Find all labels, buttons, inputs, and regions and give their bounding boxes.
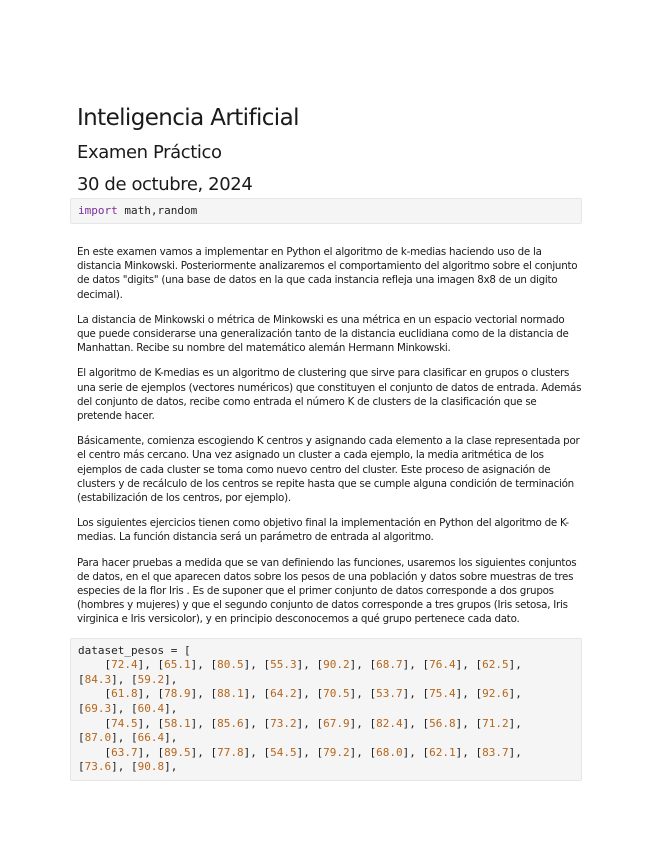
objective-paragraph: Los siguientes ejercicios tienen como objetivo final la implementación en Python del algoritmo de K-medias. La función distancia será un parámetro de entrada al algoritmo.	[77, 517, 569, 544]
dataset-value: 80.5	[217, 658, 244, 672]
dataset-value: 65.1	[164, 658, 191, 672]
dataset-value: 89.5	[164, 745, 191, 759]
kmeans-paragraph: El algoritmo de K-medias es un algoritmo de clustering que sirve para clasificar en grupos o clusters una serie de ejemplos (vectores numéricos) que constituyen el conjunto de datos de entrada. Además del conjunto de datos, recibe como entrada el número K de clusters de la clasificación que se pretende hacer.	[77, 367, 582, 423]
dataset-value: 66.4	[137, 731, 165, 745]
dataset-code-line: [72.4], [65.1], [80.5], [55.3], [90.2], [68.7], [76.4], [62.5],	[104, 658, 529, 672]
dataset-value: 64.2	[270, 687, 297, 701]
page-subtitle: Examen Práctico	[77, 142, 222, 163]
dataset-value: 55.3	[270, 658, 297, 672]
dataset-rows	[78, 658, 575, 775]
notebook-page	[77, 102, 584, 781]
dataset-value: 73.6	[84, 760, 112, 774]
dataset-value: 70.5	[323, 687, 350, 701]
dataset-value: 90.2	[323, 658, 350, 672]
dataset-value: 60.4	[137, 702, 165, 716]
dataset-value: 56.8	[429, 716, 456, 730]
dataset-value: 72.4	[111, 658, 138, 672]
dataset-code-line: [63.7], [89.5], [77.8], [54.5], [79.2], [68.0], [62.1], [83.7],	[104, 745, 529, 759]
dataset-value: 88.1	[217, 687, 244, 701]
dataset-value: 75.4	[429, 687, 456, 701]
dataset-value: 69.3	[84, 702, 112, 716]
dataset-value: 82.4	[376, 716, 403, 730]
dataset-code-cell[interactable]	[70, 638, 582, 781]
dataset-code-line: [84.3], [59.2],	[78, 672, 184, 686]
dataset-value: 77.8	[217, 745, 244, 759]
dataset-value: 68.7	[376, 658, 403, 672]
dataset-value: 68.0	[376, 745, 403, 759]
method-paragraph: Básicamente, comienza escogiendo K centros y asignando cada elemento a la clase representada por el centro más cercano. Una vez asignado un cluster a cada ejemplo, la media aritmética de los ejemplos de cada cluster se toma como nuevo centro del cluster. Este proceso de asignación de clusters y de recálculo de los centros se repite hasta que se cumple alguna condición de terminación (estabilización de los centros, por ejemplo).	[77, 435, 580, 505]
datasets-paragraph: Para hacer pruebas a medida que se van definiendo las funciones, usaremos los siguientes conjuntos de datos, en el que aparecen datos sobre los pesos de una población y datos sobre muestras de tres especies de la flor Iris . Es de suponer que el primer conjunto de datos corresponde a dos grupos (hombres y mujeres) y que el segundo conjunto de datos corresponde a tres grupos (Iris setosa, Iris virginica e Iris versicolor), y en principio desconocemos a qué grupo pertenece cada dato.	[77, 556, 577, 626]
dataset-code-line: [61.8], [78.9], [88.1], [64.2], [70.5], [53.7], [75.4], [92.6],	[104, 687, 529, 701]
dataset-value: 58.1	[164, 716, 191, 730]
dataset-value: 79.2	[323, 745, 350, 759]
dataset-value: 76.4	[429, 658, 456, 672]
import-modules: math,random	[117, 204, 198, 217]
dataset-value: 87.0	[84, 731, 112, 745]
dataset-value: 71.2	[482, 716, 509, 730]
import-keyword: import	[78, 204, 118, 217]
minkowski-paragraph: La distancia de Minkowski o métrica de Minkowski es una métrica en un espacio vectorial normado que puede considerarse una generalización tanto de la distancia euclidiana como de la distancia de Manhattan. Recibe su nombre del matemático alemán Hermann Minkowski.	[77, 313, 569, 355]
dataset-value: 85.6	[217, 716, 244, 730]
dataset-value: 61.8	[111, 687, 138, 701]
dataset-code-line: [74.5], [58.1], [85.6], [73.2], [67.9], [82.4], [56.8], [71.2],	[104, 716, 529, 730]
dataset-value: 62.1	[429, 745, 456, 759]
dataset-value: 54.5	[270, 745, 297, 759]
dataset-value: 53.7	[376, 687, 403, 701]
dataset-value: 84.3	[84, 672, 112, 686]
dataset-value: 90.8	[137, 760, 165, 774]
intro-paragraph: En este examen vamos a implementar en Python el algoritmo de k-medias haciendo uso de la distancia Minkowski. Posteriormente analizaremos el comportamiento del algoritmo sobre el conjunto de datos "digits" (una base de datos en la que cada instancia refleja una imagen 8x8 de un digito decimal).	[77, 246, 578, 301]
page-title: Inteligencia Artificial	[77, 105, 299, 131]
dataset-code-line: [73.6], [90.8],	[78, 760, 184, 774]
dataset-value: 74.5	[111, 716, 138, 730]
dataset-code-line: [69.3], [60.4],	[78, 702, 184, 716]
dataset-value: 73.2	[270, 716, 297, 730]
dataset-value: 63.7	[111, 745, 138, 759]
dataset-header-line: dataset_pesos = [	[78, 643, 191, 657]
dataset-value: 92.6	[482, 687, 509, 701]
page-date: 30 de octubre, 2024	[77, 174, 253, 195]
dataset-value: 62.5	[482, 658, 509, 672]
dataset-value: 83.7	[482, 745, 509, 759]
import-code-cell[interactable]	[70, 198, 582, 224]
dataset-code-line: [87.0], [66.4],	[78, 731, 184, 745]
dataset-value: 78.9	[164, 687, 191, 701]
dataset-value: 67.9	[323, 716, 350, 730]
dataset-value: 59.2	[137, 672, 165, 686]
